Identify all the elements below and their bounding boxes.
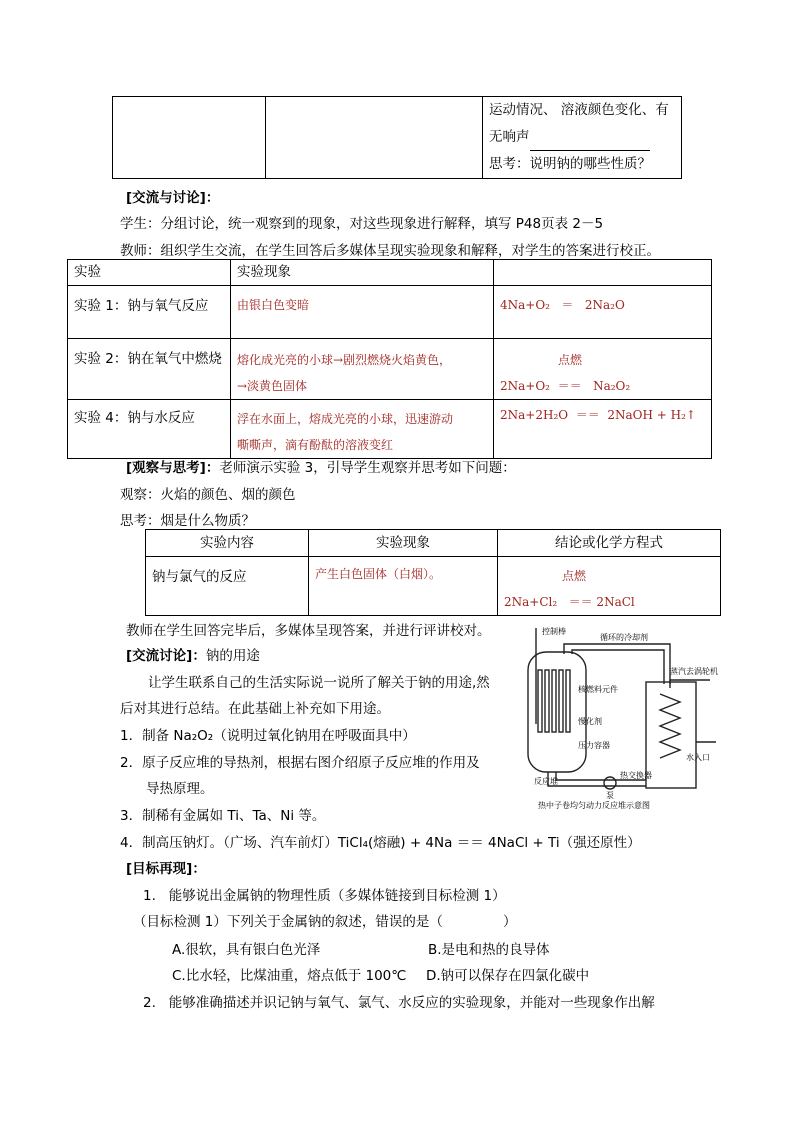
- label-turbine: 蒸汽去涡轮机: [670, 667, 718, 676]
- label-inlet: 水入口: [686, 753, 710, 762]
- equation: 2Na+Cl₂ ＝＝ 2NaCl: [504, 595, 635, 609]
- reaction-condition: 点燃: [562, 569, 587, 583]
- use-item-1: 1．制备 Na₂O₂（说明过氧化钠用在呼吸面具中）: [120, 728, 416, 744]
- table-row: [68, 339, 712, 400]
- answer-blank: [530, 136, 650, 151]
- teacher-line: 教师：组织学生交流，在学生回答后多媒体呈现实验现象和解释，对学生的答案进行校正。: [120, 243, 660, 259]
- use-item-2-cont: 导热原理。: [146, 781, 214, 797]
- top-line-1: 运动情况、 溶液颜色变化、有: [489, 102, 669, 118]
- goals-heading: [目标再现]：: [126, 861, 206, 877]
- equation: 4Na+O₂ ＝ 2Na₂O: [500, 298, 625, 312]
- label-control: 控制棒: [542, 627, 566, 636]
- content-cell: 钠与氯气的反应: [146, 557, 309, 616]
- phenomenon-2: 嘶嘶声，滴有酚酞的溶液变红: [237, 438, 394, 452]
- discussion-heading: [交流与讨论]：: [126, 190, 220, 206]
- chlorine-table: [145, 529, 721, 616]
- th-phenomenon: 实验现象: [231, 260, 494, 286]
- label-pressure: 压力容器: [578, 741, 610, 750]
- uses-para-1: 让学生联系自己的生活实际说一说所了解关于钠的用途,然: [148, 675, 490, 691]
- top-line-2: 无响声: [489, 129, 530, 145]
- th-experiment: 实验: [68, 260, 231, 286]
- goal-2: 2. 能够准确描述并识记钠与氧气、氯气、水反应的实验现象，并能对一些现象作出解: [143, 995, 655, 1011]
- label-reactor: 反应堆: [534, 777, 558, 786]
- reaction-condition: 点燃: [558, 353, 583, 367]
- phenomenon: 浮在水面上，熔成光亮的小球，迅速游动: [237, 412, 454, 426]
- observe-intro: 老师演示实验 3，引导学生观察并思考如下问题：: [219, 460, 516, 476]
- option-a: A.很软，具有银白色光泽: [172, 942, 321, 958]
- teacher-note: 教师在学生回答完毕后，多媒体呈现答案，并进行评讲校对。: [126, 623, 491, 639]
- option-b: B.是电和热的良导体: [428, 942, 550, 958]
- goal-1: 1. 能够说出金属钠的物理性质（多媒体链接到目标检测 1）: [143, 888, 506, 904]
- table-row: [68, 400, 712, 459]
- observe-line: 观察：火焰的颜色、烟的颜色: [120, 487, 296, 503]
- goal-1-question: （目标检测 1）下列关于金属钠的叙述，错误的是（ ）: [133, 914, 517, 930]
- th-conclusion: 结论或化学方程式: [498, 530, 721, 557]
- equation: 2Na+2H₂O ＝＝ 2NaOH + H₂↑: [500, 408, 696, 422]
- think-line: 思考：烟是什么物质？: [120, 513, 255, 529]
- exp-name: 实验 4：钠与水反应: [68, 400, 231, 459]
- phenomenon: 由银白色变暗: [237, 298, 310, 312]
- discussion2-heading: [交流讨论]：: [126, 648, 206, 664]
- top-cell-2: [266, 97, 483, 179]
- label-moderator: 慢化剂: [578, 717, 602, 726]
- use-item-4: 4．制高压钠灯。（广场、汽车前灯）TiCl₄(熔融) + 4Na ＝＝ 4NaCl + Ti（强还原性）: [120, 835, 641, 851]
- top-cell-3: [483, 97, 682, 179]
- equation: 2Na+O₂ ＝＝ Na₂O₂: [500, 379, 631, 393]
- use-item-3: 3．制稀有金属如 Ti、Ta、Ni 等。: [120, 808, 326, 824]
- th-phenomenon: 实验现象: [309, 530, 498, 557]
- option-d: D.钠可以保存在四氯化碳中: [426, 968, 590, 984]
- table-row: [68, 286, 712, 339]
- top-table: [112, 96, 682, 179]
- top-cell-1: [113, 97, 266, 179]
- label-exchanger: 热交换器: [620, 771, 652, 780]
- phenomenon-2: →淡黄色固体: [237, 379, 308, 393]
- table-row: [146, 557, 721, 616]
- uses-para-2: 后对其进行总结。在此基础上补充如下用途。: [120, 701, 390, 717]
- use-item-2: 2．原子反应堆的导热剂，根据右图介绍原子反应堆的作用及: [120, 755, 480, 771]
- reactor-diagram: [520, 624, 720, 810]
- figure-caption: 热中子卷均匀动力反应堆示意图: [538, 801, 650, 810]
- student-line: 学生：分组讨论，统一观察到的现象，对这些现象进行解释，填写 P48页表 2－5: [120, 216, 604, 232]
- experiment-table: [67, 259, 712, 459]
- phenomenon: 产生白色固体（白烟）。: [315, 567, 442, 581]
- observe-heading: [观察与思考]：: [126, 460, 220, 476]
- label-fuel: 核燃料元件: [578, 685, 618, 694]
- exp-name: 实验 2：钠在氧气中燃烧: [68, 339, 231, 400]
- exp-name: 实验 1：钠与氧气反应: [68, 286, 231, 339]
- discussion2-title: 钠的用途: [205, 648, 260, 664]
- phenomenon: 熔化成光亮的小球→剧烈燃烧火焰黄色，: [237, 353, 452, 367]
- label-coolant: 循环的冷却剂: [600, 633, 648, 642]
- top-line-3: 思考：说明钠的哪些性质？: [489, 156, 651, 172]
- th-equation: [494, 260, 712, 286]
- label-pump: 泵: [606, 791, 614, 800]
- th-content: 实验内容: [146, 530, 309, 557]
- option-c: C.比水轻，比煤油重，熔点低于 100℃: [172, 968, 407, 984]
